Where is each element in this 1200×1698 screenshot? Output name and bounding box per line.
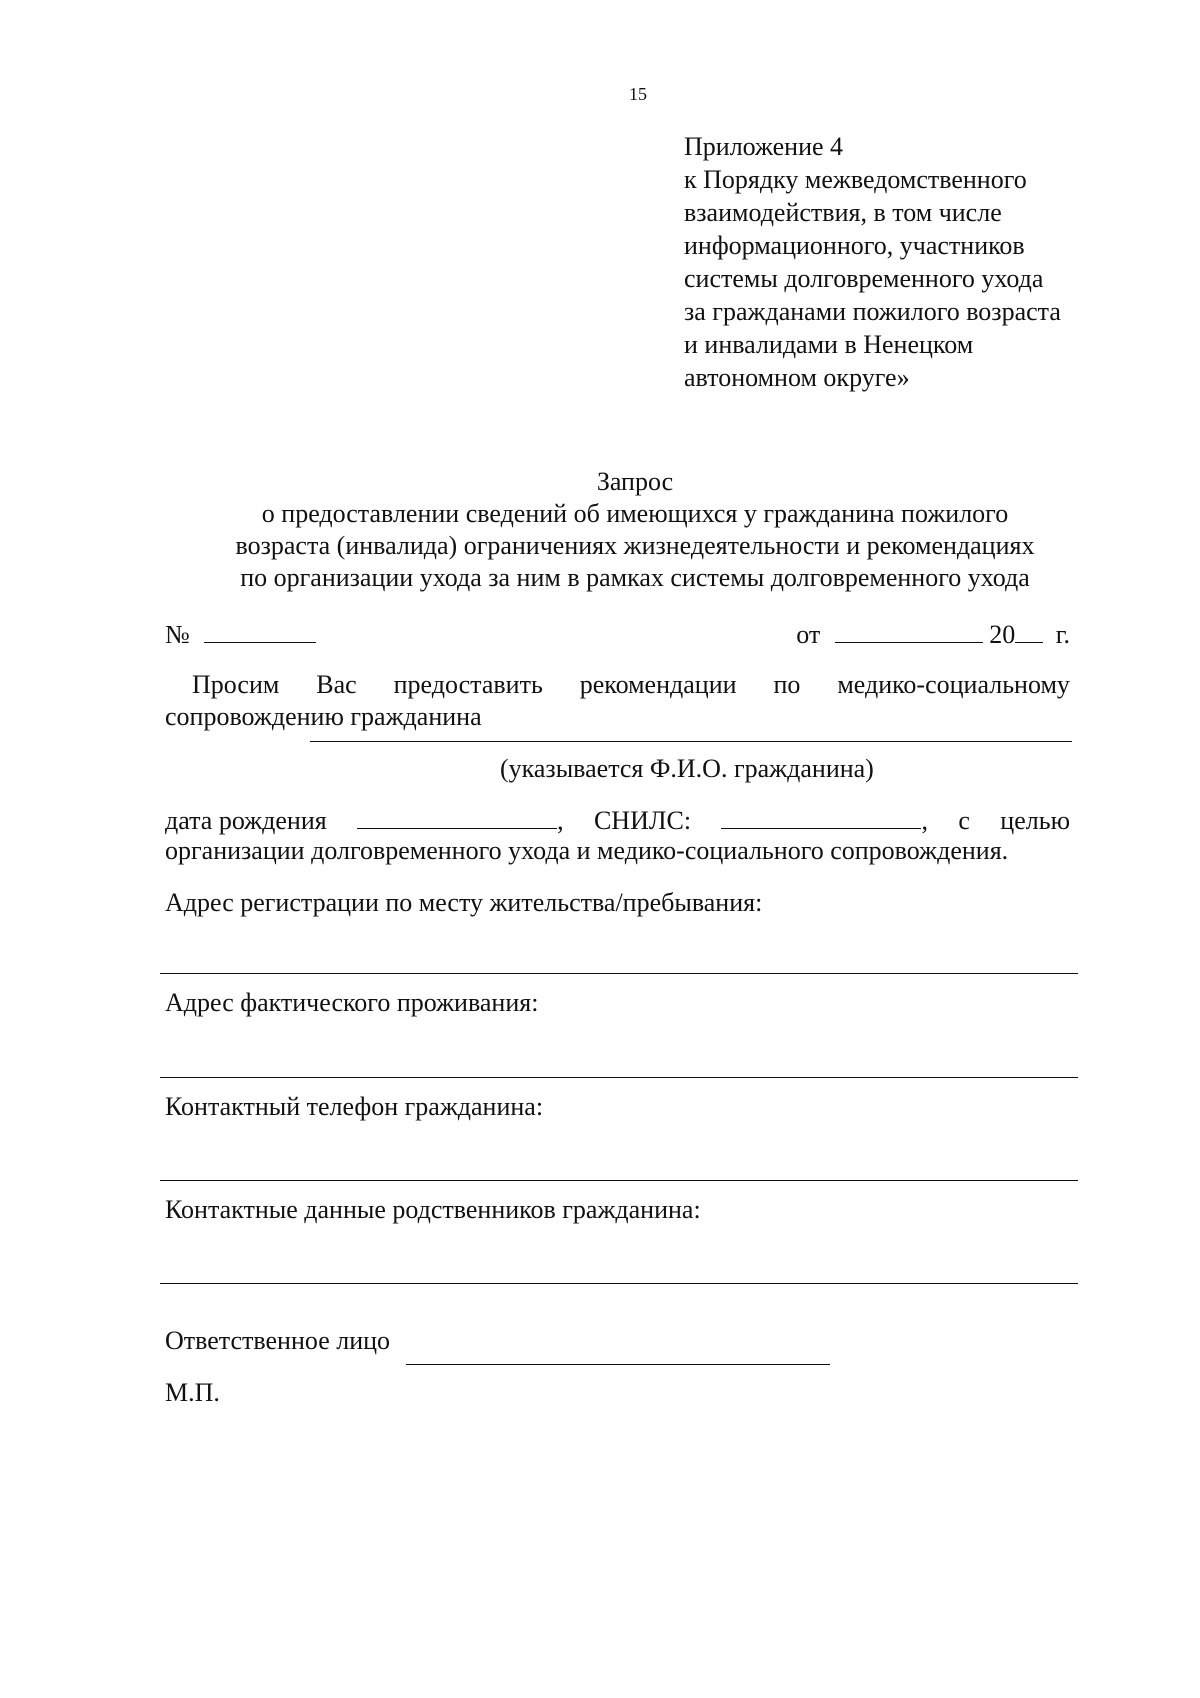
annex-line: взаимодействия, в том числе	[684, 198, 1002, 227]
date-field[interactable]	[835, 616, 983, 643]
title-heading: Запрос	[596, 467, 674, 496]
snils-label: СНИЛС:	[593, 806, 692, 835]
annex-line: к Порядку межведомственного	[684, 165, 1027, 194]
page-number: 15	[629, 84, 647, 104]
purpose-word: с	[958, 806, 970, 835]
annex-line: и инвалидами в Ненецком	[684, 330, 974, 359]
request-word: медико-социальному	[837, 670, 1070, 699]
actual-address-label: Адрес фактического проживания:	[165, 988, 539, 1017]
birth-snils-line: дата рождения , СНИЛС: , с целью	[165, 802, 1070, 835]
year-suffix: г.	[1055, 620, 1070, 649]
phone-field[interactable]	[160, 1180, 1078, 1181]
year-field[interactable]	[1015, 616, 1043, 643]
relatives-field[interactable]	[160, 1283, 1078, 1284]
birth-date-field[interactable]	[357, 802, 557, 829]
registration-address-field[interactable]	[160, 973, 1078, 974]
purpose-line-2: организации долговременного ухода и медико-социального сопровождения.	[165, 836, 1009, 865]
request-word: предоставить	[393, 670, 543, 699]
title-line: по организации ухода за ним в рамках системы долговременного ухода	[240, 563, 1030, 592]
phone-label: Контактный телефон гражданина:	[165, 1092, 544, 1121]
number-date-line	[165, 616, 1070, 649]
number-field[interactable]	[204, 616, 316, 643]
annex-line: автономном округе»	[684, 363, 910, 392]
fio-field[interactable]	[310, 741, 1072, 742]
snils-field[interactable]	[721, 802, 921, 829]
title-line: о предоставлении сведений об имеющихся у гражданина пожилого	[261, 499, 1009, 528]
request-word: рекомендации	[579, 670, 737, 699]
annex-line: информационного, участников	[684, 231, 1025, 260]
registration-address-label: Адрес регистрации по месту жительства/пребывания:	[165, 888, 763, 917]
purpose-word: целью	[1000, 806, 1070, 835]
annex-header	[684, 130, 1144, 394]
annex-line: за гражданами пожилого возраста	[684, 297, 1061, 326]
from-label: от	[796, 620, 821, 649]
annex-line: системы долговременного ухода	[684, 264, 1044, 293]
title-line: возраста (инвалида) ограничениях жизнедеятельности и рекомендациях	[235, 531, 1035, 560]
year-prefix: 20	[989, 620, 1016, 649]
responsible-label: Ответственное лицо	[165, 1326, 391, 1355]
responsible-signature-field[interactable]	[406, 1364, 830, 1365]
birth-label: дата рождения	[165, 806, 327, 835]
actual-address-field[interactable]	[160, 1077, 1078, 1078]
fio-hint: (указывается Ф.И.О. гражданина)	[500, 754, 874, 783]
document-title	[180, 465, 1090, 593]
request-word: Вас	[316, 670, 357, 699]
relatives-label: Контактные данные родственников гражданина:	[165, 1195, 701, 1224]
annex-line: Приложение 4	[684, 132, 844, 161]
number-sign: №	[165, 620, 190, 649]
request-word: Просим	[192, 670, 280, 699]
request-word: по	[773, 670, 801, 699]
request-line-2: сопровождению гражданина	[165, 702, 482, 731]
seal-label: М.П.	[165, 1378, 220, 1407]
request-line-1	[192, 668, 1070, 701]
